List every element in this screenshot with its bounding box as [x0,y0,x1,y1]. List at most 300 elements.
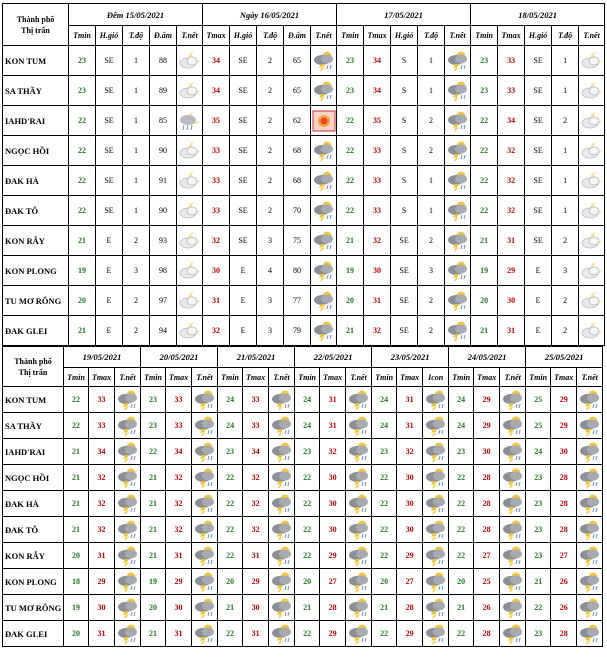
value-cell: SE [230,226,257,256]
thunderstorm-icon [269,621,295,647]
value-cell: 23 [471,76,498,106]
thunderstorm-icon [346,543,372,569]
city-name: ĐAK TÔ [3,196,69,226]
thunderstorm-icon [346,465,372,491]
city-name: SA THẦY [3,76,69,106]
tmax-cell: 29 [397,543,423,569]
tmax-cell: 28 [551,621,577,647]
thunderstorm-icon [445,316,471,346]
value-cell: 20 [471,286,498,316]
tmin-cell: 19 [141,569,166,595]
date-header: 24/05/2021 [449,347,526,368]
value-cell: 21 [337,226,364,256]
value-cell: 3 [257,226,284,256]
thunderstorm-icon [445,196,471,226]
value-cell: 23 [69,76,96,106]
value-cell: 30 [498,286,525,316]
value-cell: S [391,196,418,226]
thunderstorm-icon [500,621,526,647]
value-cell: SE [525,106,552,136]
table-row [3,316,605,346]
tmin-cell: 24 [295,413,320,439]
night-cloudy-icon [177,166,203,196]
value-cell: 34 [498,106,525,136]
tmax-cell: 32 [243,465,269,491]
column-header: Tmax [243,368,269,387]
column-header: Tmin [471,26,498,46]
tmax-cell: 29 [474,387,500,413]
city-name: KON RẪY [3,226,69,256]
tmax-cell: 31 [89,543,115,569]
tmin-cell: 22 [295,543,320,569]
city-header [3,347,64,387]
tmax-cell: 29 [320,621,346,647]
tmax-cell: 30 [320,465,346,491]
value-cell: 22 [69,166,96,196]
value-cell: 2 [123,226,150,256]
thunderstorm-icon [346,595,372,621]
value-cell: 31 [203,286,230,316]
tmin-cell: 21 [526,569,551,595]
value-cell: SE [96,136,123,166]
thunderstorm-icon [192,491,218,517]
value-cell: 32 [498,196,525,226]
value-cell: 2 [257,46,284,76]
date-header: 23/05/2021 [372,347,449,368]
value-cell: 3 [123,256,150,286]
value-cell: 2 [257,76,284,106]
forecast-table-2 [2,346,603,647]
value-cell: 34 [364,76,391,106]
tmin-cell: 19 [64,595,89,621]
tmin-cell: 22 [526,595,551,621]
column-header: Đ.ẩm [150,26,177,46]
tmin-cell: 21 [372,595,397,621]
date-header: 20/05/2021 [141,347,218,368]
value-cell: 1 [418,76,445,106]
value-cell: SE [525,226,552,256]
thunderstorm-icon [311,196,337,226]
column-header: Tmax [364,26,391,46]
value-cell: 94 [150,316,177,346]
tmin-cell: 24 [372,413,397,439]
value-cell: 34 [203,46,230,76]
tmin-cell: 23 [526,491,551,517]
thunderstorm-icon [192,439,218,465]
value-cell: 33 [498,76,525,106]
column-header: Tmin [218,368,243,387]
value-cell: 88 [150,46,177,76]
tmax-cell: 34 [166,439,192,465]
tmin-cell: 23 [526,465,551,491]
city-header-line2: Thị trấn [18,367,48,377]
city-name: KON PLONG [3,569,64,595]
thunderstorm-icon [423,439,449,465]
value-cell: 33 [203,166,230,196]
thunderstorm-icon [115,465,141,491]
thunderstorm-icon [500,543,526,569]
thunderstorm-icon [445,286,471,316]
value-cell: 22 [337,166,364,196]
value-cell: SE [230,196,257,226]
value-cell: 77 [284,286,311,316]
tmin-cell: 23 [372,439,397,465]
value-cell: 31 [364,286,391,316]
table-row [3,46,605,76]
column-header: T.nết [579,26,605,46]
value-cell: 68 [284,136,311,166]
column-header: Tmin [64,368,89,387]
thunderstorm-icon [311,256,337,286]
value-cell: E [96,286,123,316]
value-cell: SE [391,256,418,286]
city-header-line1: Thành phố [14,356,52,366]
night-cloudy-icon [579,46,605,76]
value-cell: 1 [552,46,579,76]
value-cell: 33 [364,166,391,196]
value-cell: 32 [364,316,391,346]
table-row [3,465,603,491]
value-cell: 34 [203,76,230,106]
value-cell: 1 [552,196,579,226]
thunderstorm-icon [115,569,141,595]
value-cell: 19 [337,256,364,286]
thunderstorm-icon [269,595,295,621]
tmax-cell: 30 [551,439,577,465]
tmin-cell: 22 [449,491,474,517]
value-cell: S [391,76,418,106]
tmax-cell: 30 [320,517,346,543]
column-header: Tmin [69,26,96,46]
thunderstorm-icon [577,465,603,491]
column-header: Tmin [526,368,551,387]
value-cell: SE [230,166,257,196]
value-cell: 90 [150,196,177,226]
thunderstorm-icon [346,621,372,647]
date-header: 25/05/2021 [526,347,603,368]
value-cell: 70 [284,196,311,226]
value-cell: 3 [418,256,445,286]
thunderstorm-icon [115,491,141,517]
value-cell: 1 [123,196,150,226]
value-cell: 97 [150,286,177,316]
tmin-cell: 22 [64,387,89,413]
tmax-cell: 31 [89,621,115,647]
city-header-line1: Thành phố [16,14,55,24]
thunderstorm-icon [346,569,372,595]
column-header: Tmin [295,368,320,387]
thunderstorm-icon [311,136,337,166]
value-cell: 23 [337,76,364,106]
tmax-cell: 29 [89,569,115,595]
value-cell: 2 [552,286,579,316]
night-cloudy-icon [177,136,203,166]
tmax-cell: 31 [397,413,423,439]
tmax-cell: 32 [397,439,423,465]
night-cloudy-icon [177,76,203,106]
value-cell: 35 [364,106,391,136]
value-cell: 34 [364,46,391,76]
value-cell: 32 [498,166,525,196]
thunderstorm-icon [192,517,218,543]
value-cell: SE [525,46,552,76]
thunderstorm-icon [192,387,218,413]
tmin-cell: 23 [141,413,166,439]
value-cell: SE [96,196,123,226]
value-cell: 33 [203,136,230,166]
tmax-cell: 30 [397,465,423,491]
thunderstorm-icon [500,517,526,543]
thunderstorm-icon [423,387,449,413]
tmax-cell: 30 [166,595,192,621]
tmax-cell: 27 [474,543,500,569]
value-cell: SE [525,136,552,166]
tmax-cell: 27 [397,569,423,595]
table-row [3,569,603,595]
tmax-cell: 26 [474,595,500,621]
column-header: H.gió [230,26,257,46]
value-cell: 2 [257,196,284,226]
thunderstorm-icon [423,413,449,439]
tmin-cell: 23 [526,543,551,569]
city-name: NGỌC HỒI [3,465,64,491]
value-cell: 29 [498,256,525,286]
value-cell: 30 [364,256,391,286]
tmax-cell: 29 [397,621,423,647]
value-cell: 3 [552,256,579,286]
tmin-cell: 22 [218,465,243,491]
column-header: T.độ [257,26,284,46]
tmax-cell: 30 [397,517,423,543]
city-name: ĐAK HÀ [3,491,64,517]
thunderstorm-icon [423,517,449,543]
thunderstorm-icon [269,387,295,413]
tmax-cell: 31 [320,387,346,413]
value-cell: 2 [418,106,445,136]
value-cell: 21 [471,316,498,346]
tmax-cell: 30 [474,439,500,465]
tmax-cell: 29 [243,569,269,595]
value-cell: 2 [123,286,150,316]
tmin-cell: 22 [218,543,243,569]
value-cell: 65 [284,76,311,106]
value-cell: 68 [284,166,311,196]
tmax-cell: 28 [551,517,577,543]
city-name: ĐAK TÔ [3,517,64,543]
value-cell: 33 [203,196,230,226]
tmin-cell: 20 [64,621,89,647]
tmin-cell: 21 [64,517,89,543]
column-header: Tmax [203,26,230,46]
table-row [3,256,605,286]
thunderstorm-icon [269,517,295,543]
thunderstorm-icon [423,491,449,517]
column-header: Tmax [320,368,346,387]
value-cell: 3 [257,286,284,316]
tmax-cell: 33 [166,413,192,439]
value-cell: 22 [337,196,364,226]
tmax-cell: 27 [551,543,577,569]
value-cell: 21 [337,316,364,346]
value-cell: 1 [418,166,445,196]
date-header: 22/05/2021 [295,347,372,368]
tmin-cell: 22 [218,491,243,517]
value-cell: 1 [552,76,579,106]
tmax-cell: 32 [243,517,269,543]
thunderstorm-icon [577,517,603,543]
tmax-cell: 26 [551,569,577,595]
tmin-cell: 21 [141,491,166,517]
city-name: KON PLONG [3,256,69,286]
tmax-cell: 29 [320,543,346,569]
value-cell: 32 [364,226,391,256]
tmax-cell: 29 [551,413,577,439]
value-cell: S [391,106,418,136]
date-header: 21/05/2021 [218,347,295,368]
thunderstorm-icon [445,226,471,256]
tmin-cell: 23 [141,387,166,413]
tmax-cell: 28 [474,517,500,543]
value-cell: 2 [552,226,579,256]
night-cloudy-icon [579,316,605,346]
thunderstorm-icon [577,543,603,569]
value-cell: 30 [203,256,230,286]
city-name: IAHD'RAI [3,439,64,465]
night-cloudy-icon [579,166,605,196]
value-cell: E [96,226,123,256]
table-row [3,76,605,106]
thunderstorm-icon [423,595,449,621]
tmin-cell: 20 [141,595,166,621]
value-cell: 23 [337,46,364,76]
thunderstorm-icon [115,413,141,439]
value-cell: E [230,316,257,346]
column-header: T.nết [269,368,295,387]
thunderstorm-icon [500,387,526,413]
value-cell: SE [230,136,257,166]
value-cell: 19 [69,256,96,286]
tmax-cell: 32 [166,491,192,517]
value-cell: 20 [69,286,96,316]
value-cell: 89 [150,76,177,106]
tmin-cell: 24 [218,387,243,413]
date-header: Đêm 15/05/2021 [69,4,203,26]
tmax-cell: 28 [474,491,500,517]
thunderstorm-icon [192,569,218,595]
thunderstorm-icon [115,517,141,543]
tmin-cell: 21 [141,465,166,491]
tmin-cell: 21 [295,595,320,621]
value-cell: 19 [471,256,498,286]
thunderstorm-icon [115,387,141,413]
value-cell: 80 [284,256,311,286]
value-cell: E [230,286,257,316]
value-cell: S [391,166,418,196]
tmin-cell: 22 [372,621,397,647]
table-row [3,439,603,465]
tmax-cell: 33 [243,387,269,413]
value-cell: 23 [69,46,96,76]
value-cell: SE [230,106,257,136]
column-header: Icon [423,368,449,387]
value-cell: 1 [123,46,150,76]
thunderstorm-icon [269,465,295,491]
value-cell: 32 [203,316,230,346]
value-cell: 85 [150,106,177,136]
tmax-cell: 31 [320,413,346,439]
thunderstorm-icon [445,46,471,76]
column-header: T.nết [346,368,372,387]
value-cell: SE [96,166,123,196]
tmin-cell: 22 [372,491,397,517]
tmax-cell: 30 [89,595,115,621]
thunderstorm-icon [445,166,471,196]
thunderstorm-icon [115,439,141,465]
thunderstorm-icon [311,46,337,76]
value-cell: SE [391,316,418,346]
tmin-cell: 22 [372,543,397,569]
column-header: Tmin [449,368,474,387]
tmax-cell: 28 [474,621,500,647]
value-cell: 23 [471,46,498,76]
night-cloudy-icon [177,286,203,316]
table-row [3,543,603,569]
tmin-cell: 21 [449,595,474,621]
city-name: ĐAK GLEI [3,316,69,346]
value-cell: 2 [257,106,284,136]
city-name: KON TUM [3,46,69,76]
value-cell: E [230,256,257,286]
thunderstorm-icon [500,595,526,621]
value-cell: 2 [257,136,284,166]
tmax-cell: 31 [166,621,192,647]
table-row [3,517,603,543]
tmax-cell: 31 [243,543,269,569]
value-cell: 33 [364,196,391,226]
tmax-cell: 25 [474,569,500,595]
tmin-cell: 24 [218,413,243,439]
thunderstorm-icon [311,76,337,106]
thunderstorm-icon [423,543,449,569]
tmin-cell: 18 [64,569,89,595]
column-header: Tmax [166,368,192,387]
value-cell: 22 [337,136,364,166]
tmin-cell: 22 [449,543,474,569]
thunderstorm-icon [311,166,337,196]
value-cell: 22 [471,196,498,226]
value-cell: 1 [418,46,445,76]
table-row [3,595,603,621]
night-cloudy-icon [177,256,203,286]
tmax-cell: 31 [166,543,192,569]
column-header: T.độ [418,26,445,46]
value-cell: SE [96,106,123,136]
thunderstorm-icon [445,256,471,286]
thunderstorm-icon [269,413,295,439]
tmin-cell: 22 [372,517,397,543]
tmax-cell: 33 [243,413,269,439]
table-row [3,196,605,226]
column-header: T.nết [500,368,526,387]
column-header: T.nết [177,26,203,46]
thunderstorm-icon [192,621,218,647]
thunderstorm-icon [269,491,295,517]
thunderstorm-icon [445,106,471,136]
value-cell: SE [230,76,257,106]
value-cell: SE [96,76,123,106]
column-header: Tmin [372,368,397,387]
value-cell: 22 [337,106,364,136]
